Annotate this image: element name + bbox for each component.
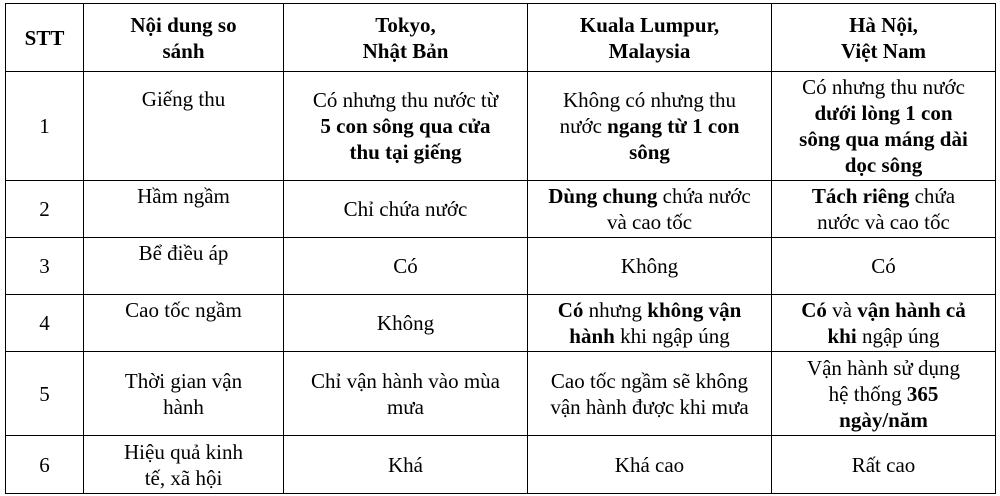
table-row [6,181,996,238]
row-criterion: Cao tốc ngầm [84,295,284,352]
cell-tokyo: Không [284,295,528,352]
row-number: 2 [6,181,84,238]
cell-hanoi: Có nhưng thu nước dưới lòng 1 con sông qua máng dài dọc sông [772,72,996,181]
cell-hanoi: Có và vận hành cả khi ngập úng [772,295,996,352]
header-row [6,4,996,72]
table-row [6,72,996,181]
cell-tokyo: Chỉ vận hành vào mùa mưa [284,352,528,436]
header-hanoi: Hà Nội, Việt Nam [772,4,996,72]
row-criterion: Bể điều áp [84,238,284,295]
header-tokyo: Tokyo, Nhật Bản [284,4,528,72]
header-kuala-lumpur: Kuala Lumpur, Malaysia [528,4,772,72]
table-row [6,295,996,352]
row-criterion: Giếng thu [84,72,284,181]
cell-hanoi: Rất cao [772,436,996,494]
row-number: 3 [6,238,84,295]
cell-kuala-lumpur: Dùng chung chứa nước và cao tốc [528,181,772,238]
table-row [6,352,996,436]
cell-kuala-lumpur: Khá cao [528,436,772,494]
row-number: 5 [6,352,84,436]
cell-hanoi: Tách riêng chứa nước và cao tốc [772,181,996,238]
table-row [6,238,996,295]
cell-tokyo: Có nhưng thu nước từ 5 con sông qua cửa thu tại giếng [284,72,528,181]
row-number: 6 [6,436,84,494]
cell-tokyo: Chỉ chứa nước [284,181,528,238]
cell-kuala-lumpur: Không có nhưng thu nước ngang từ 1 con sông [528,72,772,181]
cell-kuala-lumpur: Không [528,238,772,295]
row-criterion: Hầm ngầm [84,181,284,238]
header-criterion: Nội dung so sánh [84,4,284,72]
cell-kuala-lumpur: Có nhưng không vận hành khi ngập úng [528,295,772,352]
comparison-table [5,3,996,494]
cell-hanoi: Có [772,238,996,295]
row-number: 1 [6,72,84,181]
cell-hanoi: Vận hành sử dụng hệ thống 365 ngày/năm [772,352,996,436]
table-row [6,436,996,494]
row-criterion: Hiệu quả kinh tế, xã hội [84,436,284,494]
header-stt: STT [6,4,84,72]
cell-tokyo: Khá [284,436,528,494]
row-number: 4 [6,295,84,352]
cell-kuala-lumpur: Cao tốc ngầm sẽ không vận hành được khi mưa [528,352,772,436]
cell-tokyo: Có [284,238,528,295]
row-criterion: Thời gian vận hành [84,352,284,436]
